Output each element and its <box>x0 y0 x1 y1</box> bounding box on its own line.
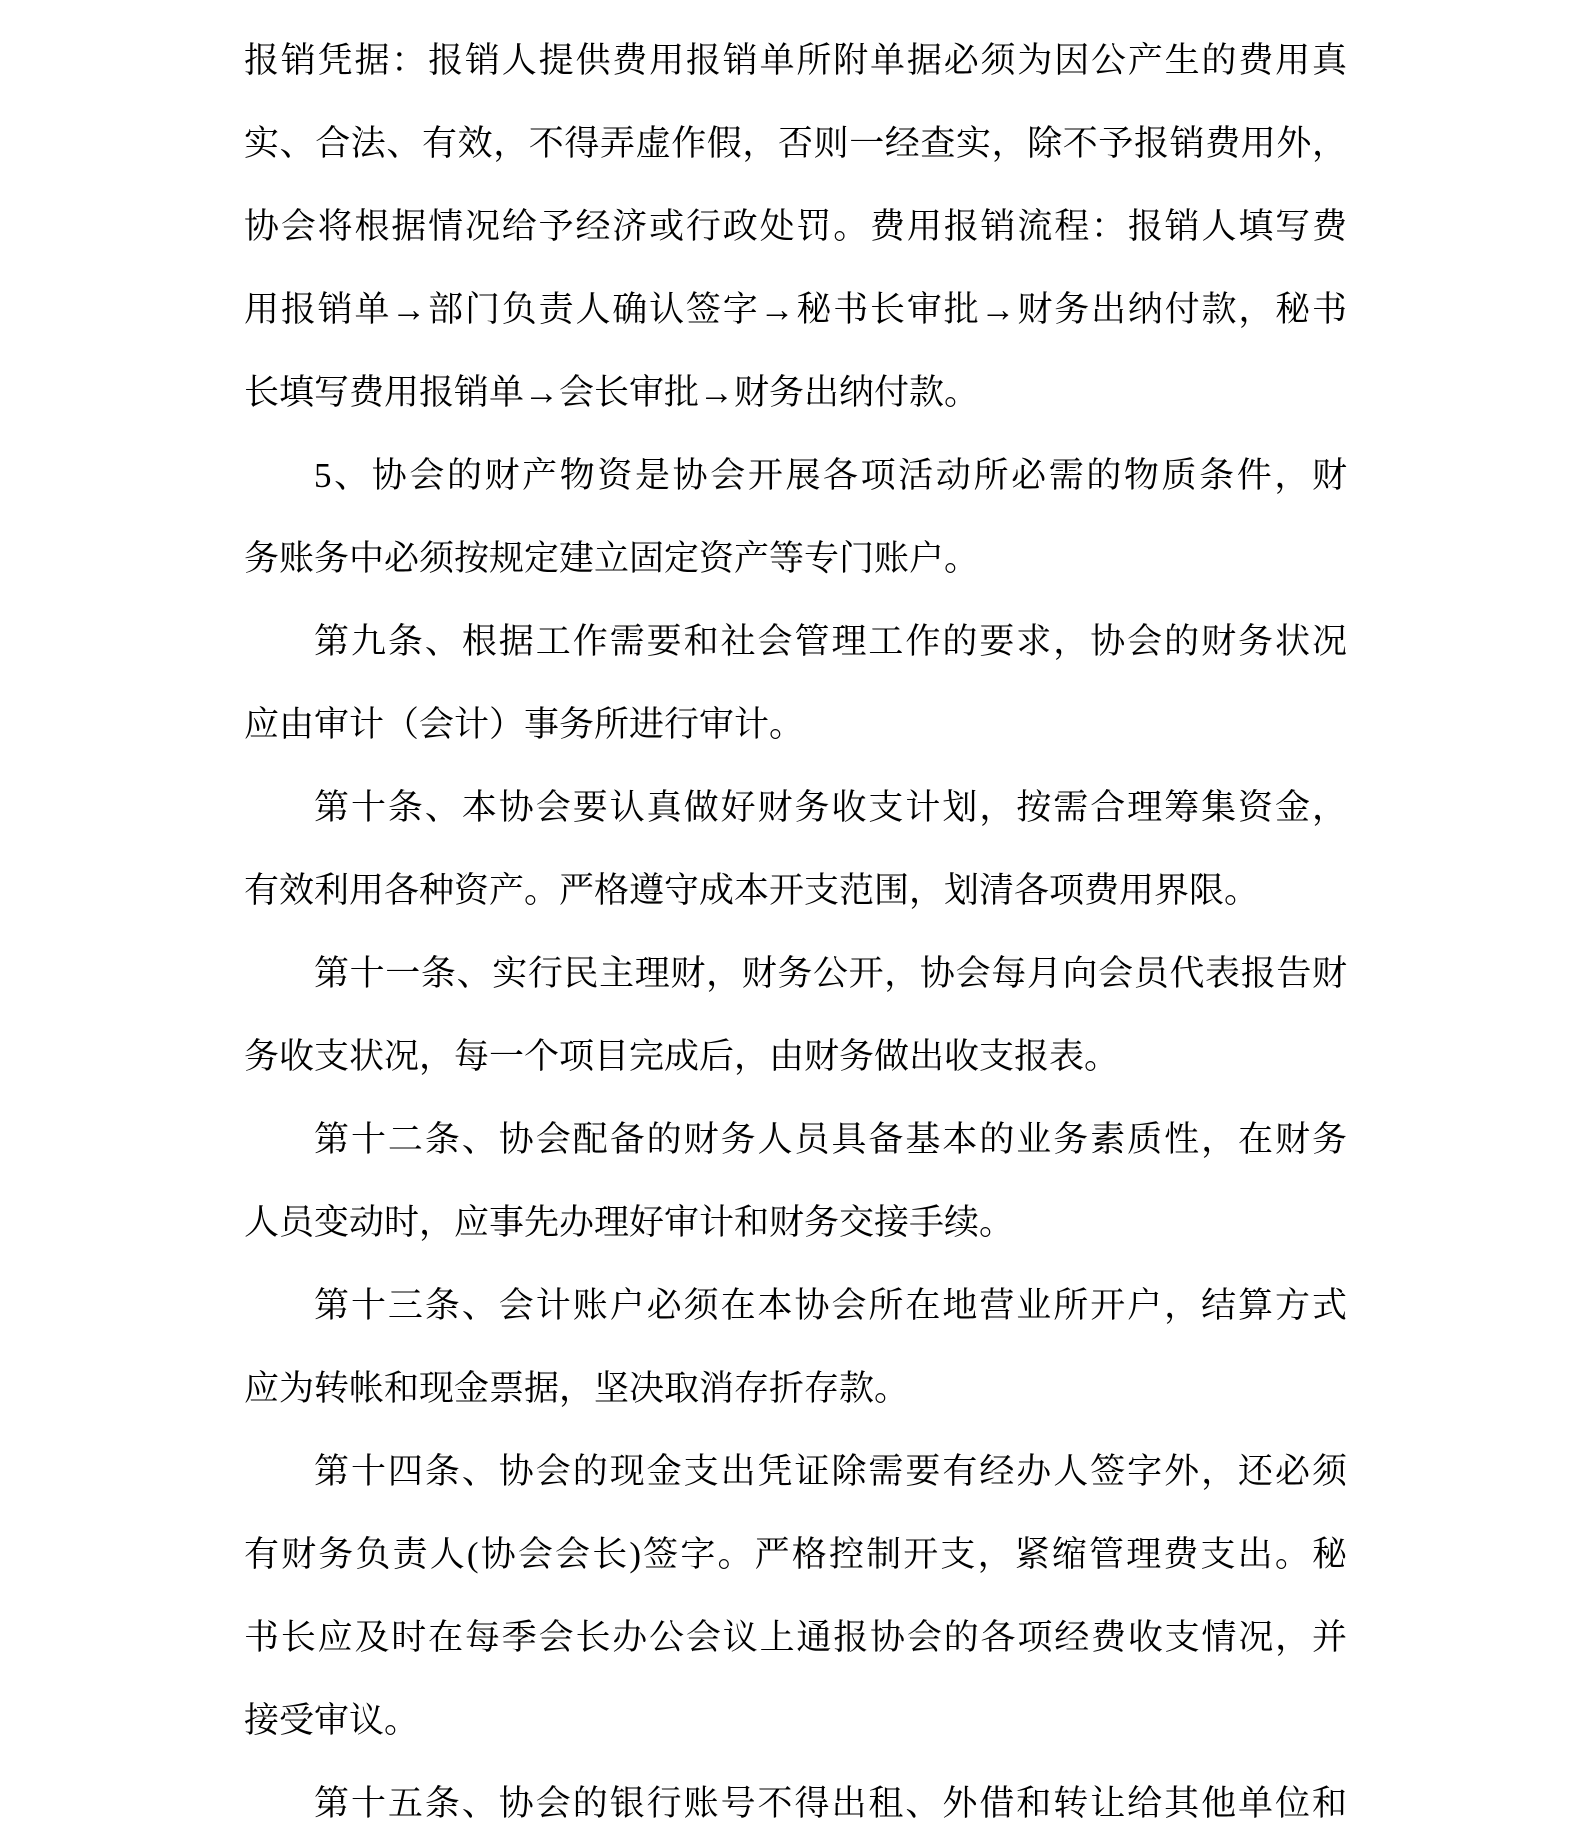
text-line: 有效利用各种资产。严格遵守成本开支范围，划清各项费用界限。 <box>244 871 1260 910</box>
text-line: 第十条、本协会要认真做好财务收支计划，按需合理筹集资金， <box>314 788 1347 827</box>
text-line: 用报销单→部门负责人确认签字→秘书长审批→财务出纳付款，秘书 <box>244 290 1347 329</box>
text-line: 报销凭据：报销人提供费用报销单所附单据必须为因公产生的费用真 <box>244 41 1347 80</box>
text-line: 第十三条、会计账户必须在本协会所在地营业所开户，结算方式 <box>314 1286 1347 1325</box>
text-line: 务收支状况，每一个项目完成后，由财务做出收支报表。 <box>244 1037 1120 1076</box>
text-line: 接受审议。 <box>244 1701 420 1740</box>
text-line: 人员变动时，应事先办理好审计和财务交接手续。 <box>244 1203 1015 1242</box>
text-line: 务账务中必须按规定建立固定资产等专门账户。 <box>244 539 980 578</box>
text-line: 长填写费用报销单→会长审批→财务出纳付款。 <box>244 373 980 412</box>
text-line: 有财务负责人(协会会长)签字。严格控制开支，紧缩管理费支出。秘 <box>244 1535 1347 1574</box>
text-line: 第十二条、协会配备的财务人员具备基本的业务素质性，在财务 <box>314 1120 1347 1159</box>
text-line: 第十五条、协会的银行账号不得出租、外借和转让给其他单位和 <box>314 1784 1347 1823</box>
text-line: 应由审计（会计）事务所进行审计。 <box>244 705 805 744</box>
text-line: 书长应及时在每季会长办公会议上通报协会的各项经费收支情况，并 <box>244 1618 1347 1657</box>
text-line: 第十一条、实行民主理财，财务公开，协会每月向会员代表报告财 <box>314 954 1347 993</box>
text-line: 应为转帐和现金票据，坚决取消存折存款。 <box>244 1369 910 1408</box>
text-line: 协会将根据情况给予经济或行政处罚。费用报销流程：报销人填写费 <box>244 207 1347 246</box>
text-line: 第十四条、协会的现金支出凭证除需要有经办人签字外，还必须 <box>314 1452 1347 1491</box>
text-line: 5、协会的财产物资是协会开展各项活动所必需的物质条件，财 <box>314 456 1347 495</box>
text-line: 实、合法、有效，不得弄虚作假，否则一经查实，除不予报销费用外， <box>244 124 1347 163</box>
text-line: 第九条、根据工作需要和社会管理工作的要求，协会的财务状况 <box>314 622 1347 661</box>
document-text-body <box>244 19 1347 1828</box>
